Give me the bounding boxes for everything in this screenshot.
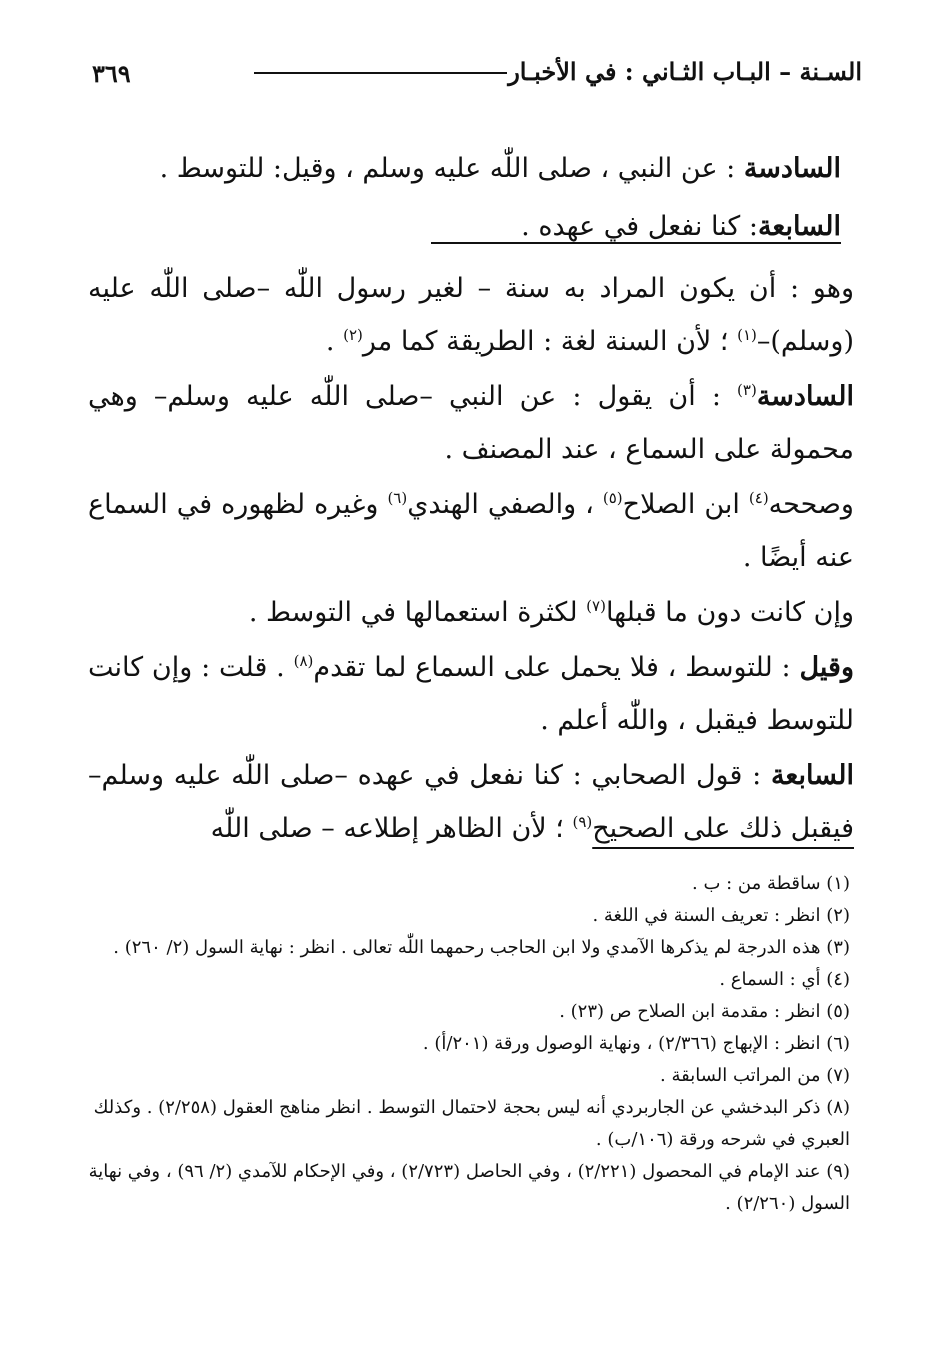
paragraph-5 [88, 641, 854, 747]
footnote: (٥) انظر : مقدمة ابن الصلاح ص (٢٣) . [559, 1001, 850, 1022]
paragraph-1 [88, 262, 854, 368]
footnote-ref: (٦) [387, 489, 408, 507]
paragraph-2 [88, 370, 854, 476]
matn-underline [431, 242, 841, 244]
text-run: : أن يقول : عن النبي –صلى اللّٰه عليه وسلم– وهي محمولة على السماع ، عند المصنف . [88, 381, 854, 465]
header-rule [254, 72, 507, 74]
matn-quote [141, 140, 841, 256]
footnote: (٧) من المراتب السابقة . [660, 1065, 850, 1086]
text-run: : قول الصحابي : كنا نفعل في عهده –صلى اللّٰه عليه وسلم– [88, 760, 771, 791]
footnote-ref: (٧) [586, 597, 606, 615]
footnote-ref: (١) [737, 326, 757, 344]
term: وقيل [799, 652, 854, 683]
footnotes [85, 868, 850, 1220]
matn-term: السادسة [743, 153, 841, 184]
text-run: وصححه [768, 489, 854, 520]
footnote: (٩) عند الإمام في المحصول (٢/٢٢١) ، وفي الحاصل (٢/٧٢٣) ، وفي الإحكام للآمدي (٢/ ٩٦) ، وفي نهاية السول (٢/٢٦٠) . [88, 1161, 850, 1214]
text-run: ؛ لأن الظاهر إطلاعه – صلى اللّٰه [210, 813, 573, 844]
footnote-ref: (٩) [572, 813, 593, 831]
text-run: ؛ لأن السنة لغة : الطريقة كما مر [362, 326, 738, 357]
text-run: وإن كانت دون ما قبلها [605, 597, 854, 628]
footnote: (٢) انظر : تعريف السنة في اللغة . [592, 905, 850, 926]
text-run: . [325, 326, 344, 357]
footnote: (٣) هذه الدرجة لم يذكرها الآمدي ولا ابن الحاجب رحمهما اللّٰه تعالى . انظر : نهاية السول (٢/ ٢٦٠) . [113, 937, 850, 958]
footnote-ref: (٣) [737, 381, 757, 399]
underlined-text: فيقبل ذلك على الصحيح [592, 813, 854, 844]
matn-text: : عن النبي ، صلى اللّٰه عليه وسلم ، وقيل: للتوسط . [159, 153, 744, 184]
text-run: لكثرة استعمالها في التوسط . [248, 597, 587, 628]
paragraph-3 [88, 478, 854, 584]
footnote: (٤) أي : السماع . [719, 969, 850, 990]
matn-line [141, 140, 841, 198]
footnote: (١) ساقطة من : ب . [692, 873, 850, 894]
footnote-ref: (٤) [748, 489, 769, 507]
footnote-ref: (٥) [602, 489, 623, 507]
running-title: السـنة – البـاب الثـاني : في الأخبـار [508, 57, 862, 86]
commentary [88, 262, 854, 857]
text-run: وهو : أن يكون المراد به سنة – لغير رسول اللّٰه –صلى اللّٰه عليه (وسلم)– [88, 273, 854, 357]
page-number: ٣٦٩ [92, 59, 131, 88]
term: السابعة [770, 760, 854, 791]
text-run: وغيره لظهوره في السماع عنه أيضًا . [88, 489, 854, 573]
text-run: : للتوسط ، فلا يحمل على السماع لما تقدم [313, 652, 800, 683]
text-run: . قلت : وإن كانت للتوسط فيقبل ، واللّٰه أعلم . [88, 652, 854, 736]
footnote-ref: (٢) [343, 326, 363, 344]
running-header [92, 55, 862, 95]
paragraph-6 [88, 749, 854, 855]
footnote-ref: (٨) [293, 652, 314, 670]
text-run: ابن الصلاح [622, 489, 749, 520]
footnote: (٦) انظر : الإبهاج (٢/٣٦٦) ، ونهاية الوصول ورقة (٢٠١/أ) . [422, 1033, 850, 1054]
matn-text: : كنا نفعل في عهده . [521, 211, 758, 242]
term: السادسة [756, 381, 854, 412]
paragraph-4 [88, 586, 854, 639]
footnote: (٨) ذكر البدخشي عن الجاربردي أنه ليس بحجة لاحتمال التوسط . انظر مناهج العقول (٢/٢٥٨) . وكذلك العبري في شرحه ورقة (١٠٦/ب) . [93, 1097, 850, 1150]
text-run: ، والصفي الهندي [407, 489, 603, 520]
matn-line [141, 198, 841, 256]
matn-term: السابعة [757, 211, 841, 242]
